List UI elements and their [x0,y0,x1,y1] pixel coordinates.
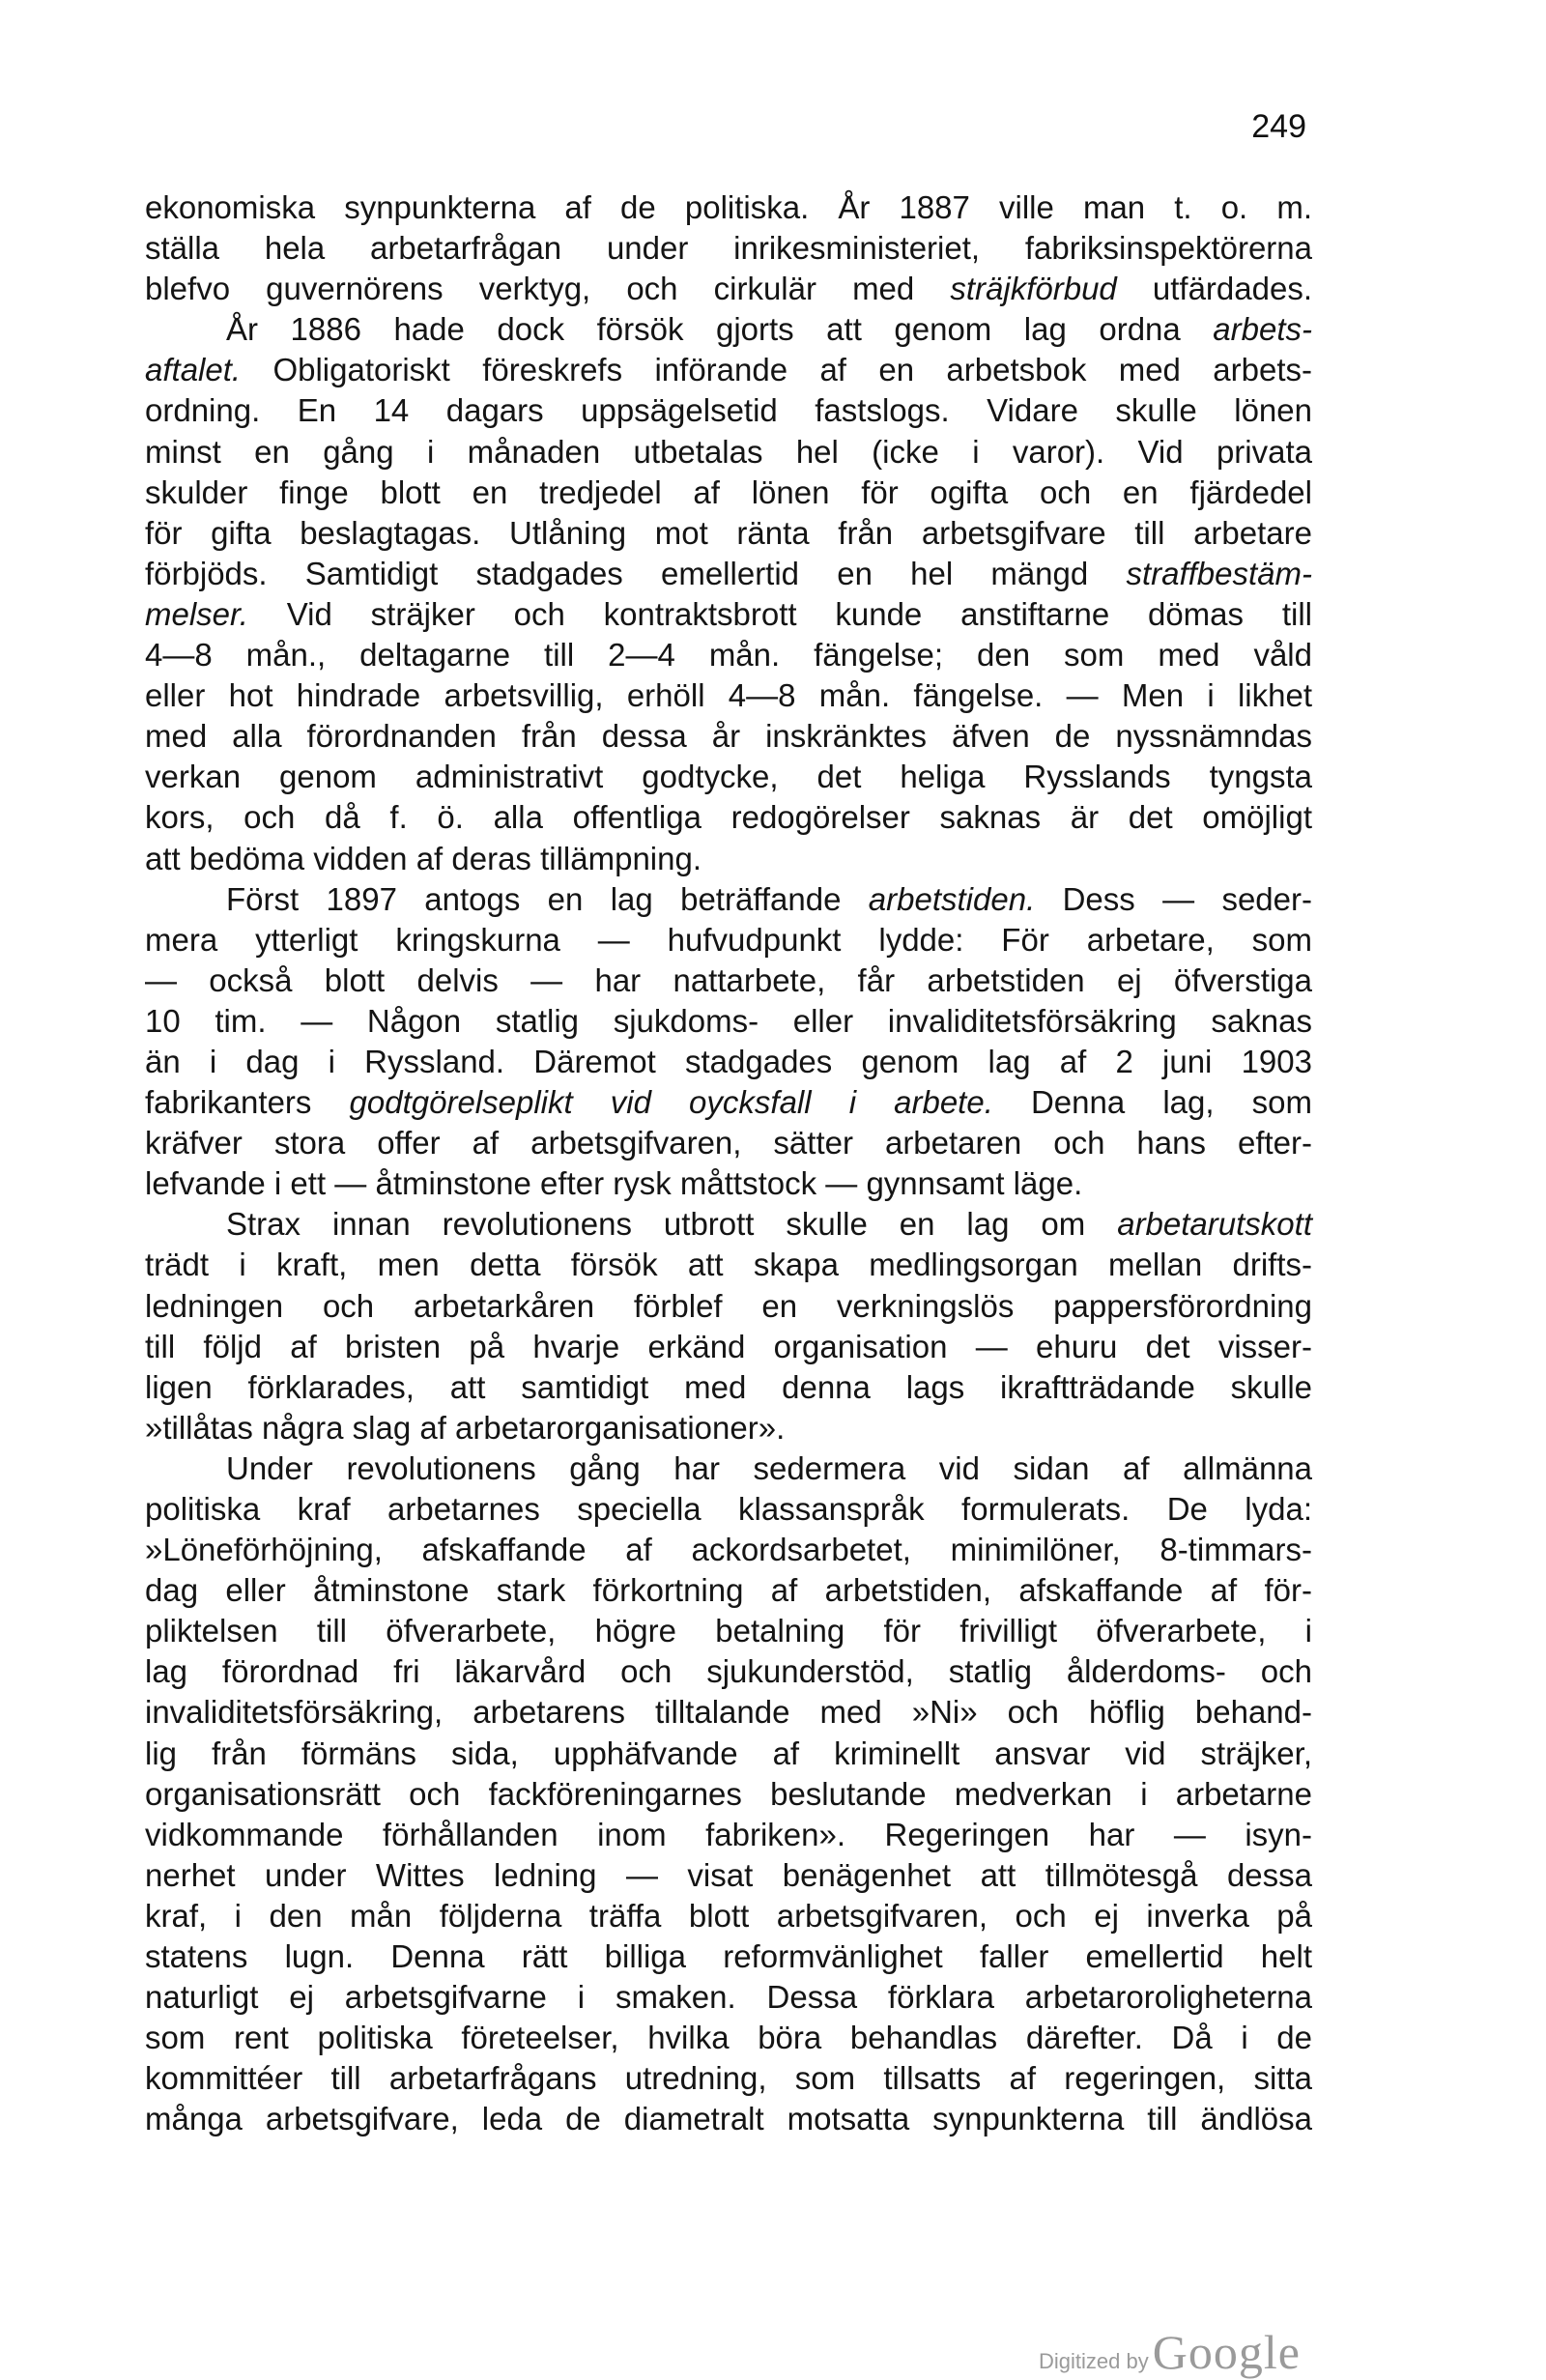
watermark-prefix: Digitized by [1039,2349,1149,2373]
text-line [145,1123,1312,1163]
text-line [145,1774,1312,1815]
italic-text: arbets- [1213,311,1312,348]
text-segment: pliktelsen till öfverarbete, högre betalning för frivilligt öfverarbete, i [145,1613,1312,1649]
text-segment: dag eller åtminstone stark förkortning af arbetstiden, afskaffande af för- [145,1572,1312,1609]
italic-text: melser. [145,595,248,632]
page-number: 249 [1251,108,1306,145]
text-line [145,432,1312,473]
text-line [145,187,1312,228]
text-line [145,1489,1312,1530]
text-line [145,1570,1312,1611]
text-segment: »Löneförhöjning, afskaffande af ackordsarbetet, minimilöner, 8-timmars- [145,1532,1312,1568]
text-line [145,879,1312,920]
text-segment: kors, och då f. ö. alla offentliga redogörelser saknas är det omöjligt [145,799,1312,836]
text-line [145,1855,1312,1896]
text-segment: som rent politiska företeelser, hvilka böra behandlas därefter. Då i de [145,2020,1312,2056]
text-segment: ekonomiska synpunkterna af de politiska. År 1887 ville man t. o. m. [145,189,1312,225]
text-line [145,920,1312,961]
text-segment: År 1886 hade dock försök gjorts att genom lag ordna [226,311,1214,348]
text-segment: Först 1897 antogs en lag beträffande [226,880,869,917]
text-segment: eller hot hindrade arbetsvillig, erhöll 4—8 mån. fängelse. — Men i likhet [145,677,1312,714]
text-segment: ledningen och arbetarkåren förblef en verkningslös pappersförordning [145,1287,1312,1324]
text-segment: Under revolutionens gång har sedermera vid sidan af allmänna [226,1449,1312,1486]
text-line [145,513,1312,554]
text-line [145,1367,1312,1408]
text-line [145,1042,1312,1082]
text-line [145,228,1312,269]
italic-text: aftalet. [145,352,242,388]
text-line [145,1936,1312,1977]
text-line [145,1327,1312,1367]
text-segment: förbjöds. Samtidigt stadgades emellertid en hel mängd [145,555,1127,591]
text-line [145,350,1312,390]
text-line [145,961,1312,1001]
text-segment: ligen förklarades, att samtidigt med denna lags ikraftträdande skulle [145,1368,1312,1405]
watermark-brand: Google [1152,2325,1301,2379]
text-line [145,757,1312,797]
text-line [145,1245,1312,1285]
text-line [145,1815,1312,1855]
text-segment: skulder finge blott en tredjedel af lönen för ogifta och en fjärdedel [145,473,1312,510]
text-line [145,2018,1312,2058]
text-segment: Obligatoriskt föreskrefs införande af en arbetsbok med arbets- [241,352,1312,388]
text-line [145,2058,1312,2099]
text-line [145,1651,1312,1692]
text-line [145,2099,1312,2139]
text-line [145,1204,1312,1245]
text-segment: naturligt ej arbetsgifvarne i smaken. Dessa förklara arbetaroroligheterna [145,1979,1312,2016]
text-segment: lig från förmäns sida, upphäfvande af kriminellt ansvar vid sträjker, [145,1735,1312,1771]
body-text [145,187,1312,2140]
text-segment: organisationsrätt och fackföreningarnes beslutande medverkan i arbetarne [145,1775,1312,1812]
text-line [145,797,1312,838]
italic-text: straffbestäm- [1126,555,1312,591]
text-line [145,1977,1312,2018]
text-segment: än i dag i Ryssland. Däremot stadgades genom lag af 2 juni 1903 [145,1043,1312,1079]
text-line [145,1408,1312,1448]
text-segment: 10 tim. — Någon statlig sjukdoms- eller invaliditetsförsäkring saknas [145,1002,1312,1039]
text-segment: Strax innan revolutionens utbrott skulle en lag om [226,1206,1118,1243]
text-segment: vidkommande förhållanden inom fabriken». Regeringen har — isyn- [145,1816,1312,1852]
text-segment: 4—8 mån., deltagarne till 2—4 mån. fängelse; den som med våld [145,637,1312,674]
text-segment: Vid sträjker och kontraktsbrott kunde anstiftarne dömas till [247,595,1312,632]
text-line [145,309,1312,350]
text-segment: utfärdades. [1116,271,1312,307]
text-line [145,390,1312,431]
text-line [145,1082,1312,1123]
text-segment: till följd af bristen på hvarje erkänd organisation — ehuru det visser- [145,1328,1312,1364]
text-segment: med alla förordnanden från dessa år inskränktes äfven de nyssnämndas [145,718,1312,755]
text-segment: mera ytterligt kringskurna — hufvudpunkt lydde: För arbetare, som [145,921,1312,958]
text-segment: trädt i kraft, men detta försök att skapa medlingsorgan mellan drifts- [145,1247,1312,1283]
text-line [145,716,1312,757]
text-line [145,1734,1312,1774]
text-segment: — också blott delvis — har nattarbete, får arbetstiden ej öfverstiga [145,961,1312,998]
text-line [145,1001,1312,1042]
text-segment: lag förordnad fri läkarvård och sjukunderstöd, statlig ålderdoms- och [145,1653,1312,1690]
text-segment: nerhet under Wittes ledning — visat benägenhet att tillmötesgå dessa [145,1856,1312,1893]
text-segment: lefvande i ett — åtminstone efter rysk måttstock — gynnsamt läge. [145,1165,1083,1202]
text-segment: många arbetsgifvare, leda de diametralt motsatta synpunkterna till ändlösa [145,2101,1312,2137]
text-line [145,675,1312,716]
text-line [145,1611,1312,1651]
text-segment: invaliditetsförsäkring, arbetarens tilltalande med »Ni» och höflig behand- [145,1694,1312,1731]
text-line [145,554,1312,594]
text-line [145,635,1312,675]
text-segment: blefvo guvernörens verktyg, och cirkulär med [145,271,951,307]
text-segment: kommittéer till arbetarfrågans utredning, som tillsatts af regeringen, sitta [145,2060,1312,2097]
text-segment: att bedöma vidden af deras tillämpning. [145,840,702,876]
text-line [145,1530,1312,1570]
text-segment: minst en gång i månaden utbetalas hel (icke i varor). Vid privata [145,433,1312,470]
text-segment: kraf, i den mån följderna träffa blott arbetsgifvaren, och ej inverka på [145,1897,1312,1934]
text-segment: verkan genom administrativt godtycke, det heliga Rysslands tyngsta [145,759,1312,795]
text-line [145,1163,1312,1204]
text-segment: för gifta beslagtagas. Utlåning mot ränta från arbetsgifvare till arbetare [145,514,1312,551]
text-line [145,1896,1312,1936]
text-line [145,839,1312,879]
italic-text: arbetstiden. [868,880,1036,917]
text-segment: »tillåtas några slag af arbetarorganisationer». [145,1409,786,1446]
text-line [145,1692,1312,1733]
italic-text: sträjkförbud [950,271,1117,307]
digitized-by-google-watermark [1039,2324,1358,2379]
text-line [145,269,1312,309]
text-segment: Denna lag, som [992,1084,1312,1121]
text-segment: statens lugn. Denna rätt billiga reformvänlighet faller emellertid helt [145,1938,1312,1975]
text-line [145,594,1312,635]
italic-text: godtgörelseplikt vid oycksfall i arbete. [349,1084,993,1121]
text-line [145,1448,1312,1489]
text-line [145,1286,1312,1327]
text-segment: politiska kraf arbetarnes speciella klassanspråk formulerats. De lyda: [145,1491,1312,1527]
text-line [145,473,1312,513]
text-segment: fabrikanters [145,1084,350,1121]
italic-text: arbetarutskott [1117,1206,1312,1243]
text-segment: ordning. En 14 dagars uppsägelsetid fastslogs. Vidare skulle lönen [145,392,1312,429]
text-segment: Dess — seder- [1035,880,1312,917]
text-segment: kräfver stora offer af arbetsgifvaren, sätter arbetaren och hans efter- [145,1125,1312,1161]
text-segment: ställa hela arbetarfrågan under inrikesministeriet, fabriksinspektörerna [145,230,1312,267]
